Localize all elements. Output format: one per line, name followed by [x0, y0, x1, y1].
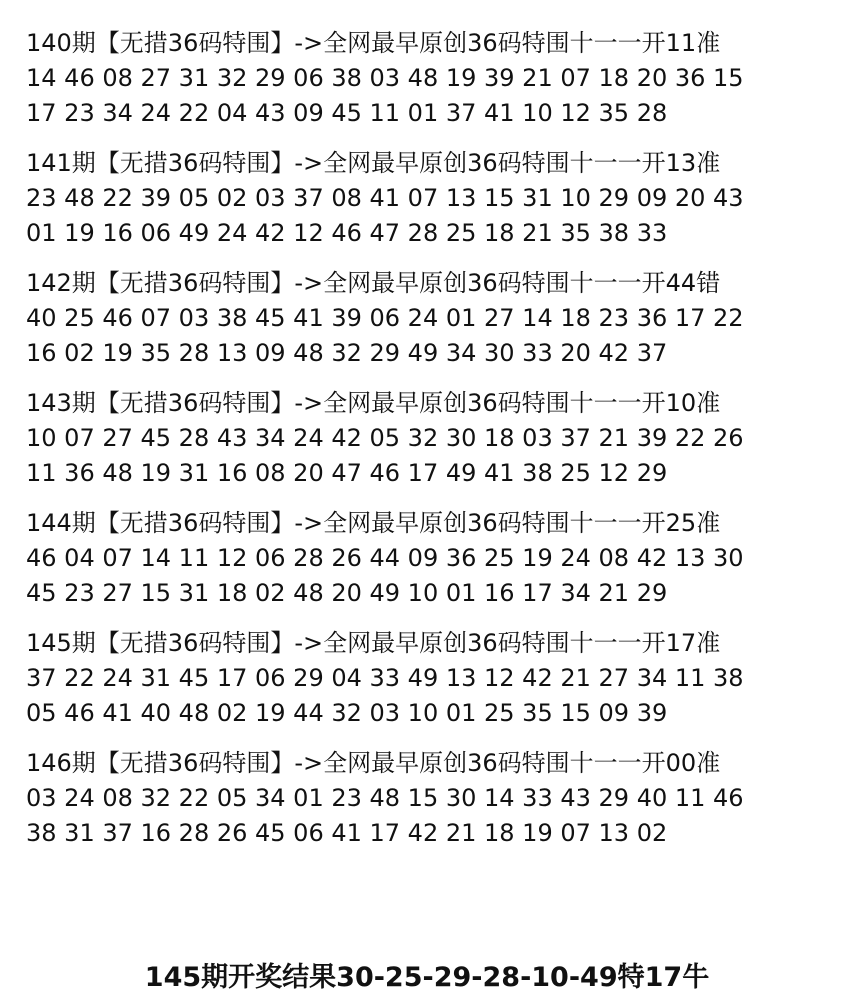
entry-header: 144期【无措36码特围】->全网最早原创36码特围十一一开25准: [26, 509, 721, 537]
entry-145: [26, 626, 836, 746]
entry-143: [26, 386, 836, 506]
number-row: 38 31 37 16 28 26 45 06 41 17 42 21 18 19 07 13 02: [26, 819, 668, 847]
number-row: 45 23 27 15 31 18 02 48 20 49 10 01 16 17 34 21 29: [26, 579, 668, 607]
number-row: 03 24 08 32 22 05 34 01 23 48 15 30 14 33 43 29 40 11 46: [26, 784, 744, 812]
number-row: 10 07 27 45 28 43 34 24 42 05 32 30 18 03 37 21 39 22 26: [26, 424, 744, 452]
entry-header: 140期【无措36码特围】->全网最早原创36码特围十一一开11准: [26, 29, 721, 57]
entry-144: [26, 506, 836, 626]
number-row: 17 23 34 24 22 04 43 09 45 11 01 37 41 10 12 35 28: [26, 99, 668, 127]
number-row: 23 48 22 39 05 02 03 37 08 41 07 13 15 31 10 29 09 20 43: [26, 184, 744, 212]
entry-146: [26, 746, 836, 866]
entry-header: 142期【无措36码特围】->全网最早原创36码特围十一一开44错: [26, 269, 721, 297]
number-row: 01 19 16 06 49 24 42 12 46 47 28 25 18 21 35 38 33: [26, 219, 668, 247]
number-row: 16 02 19 35 28 13 09 48 32 29 49 34 30 33 20 42 37: [26, 339, 668, 367]
entry-142: [26, 266, 836, 386]
entry-header: 145期【无措36码特围】->全网最早原创36码特围十一一开17准: [26, 629, 721, 657]
number-row: 40 25 46 07 03 38 45 41 39 06 24 01 27 14 18 23 36 17 22: [26, 304, 744, 332]
number-row: 46 04 07 14 11 12 06 28 26 44 09 36 25 19 24 08 42 13 30: [26, 544, 744, 572]
number-row: 05 46 41 40 48 02 19 44 32 03 10 01 25 35 15 09 39: [26, 699, 668, 727]
prediction-list: [26, 26, 836, 866]
entry-header: 146期【无措36码特围】->全网最早原创36码特围十一一开00准: [26, 749, 721, 777]
number-row: 11 36 48 19 31 16 08 20 47 46 17 49 41 38 25 12 29: [26, 459, 668, 487]
entry-141: [26, 146, 836, 266]
number-row: 14 46 08 27 31 32 29 06 38 03 48 19 39 21 07 18 20 36 15: [26, 64, 744, 92]
entry-140: [26, 26, 836, 146]
entry-header: 143期【无措36码特围】->全网最早原创36码特围十一一开10准: [26, 389, 721, 417]
entry-header: 141期【无措36码特围】->全网最早原创36码特围十一一开13准: [26, 149, 721, 177]
number-row: 37 22 24 31 45 17 06 29 04 33 49 13 12 42 21 27 34 11 38: [26, 664, 744, 692]
draw-result: 145期开奖结果30-25-29-28-10-49特17牛: [144, 962, 710, 993]
